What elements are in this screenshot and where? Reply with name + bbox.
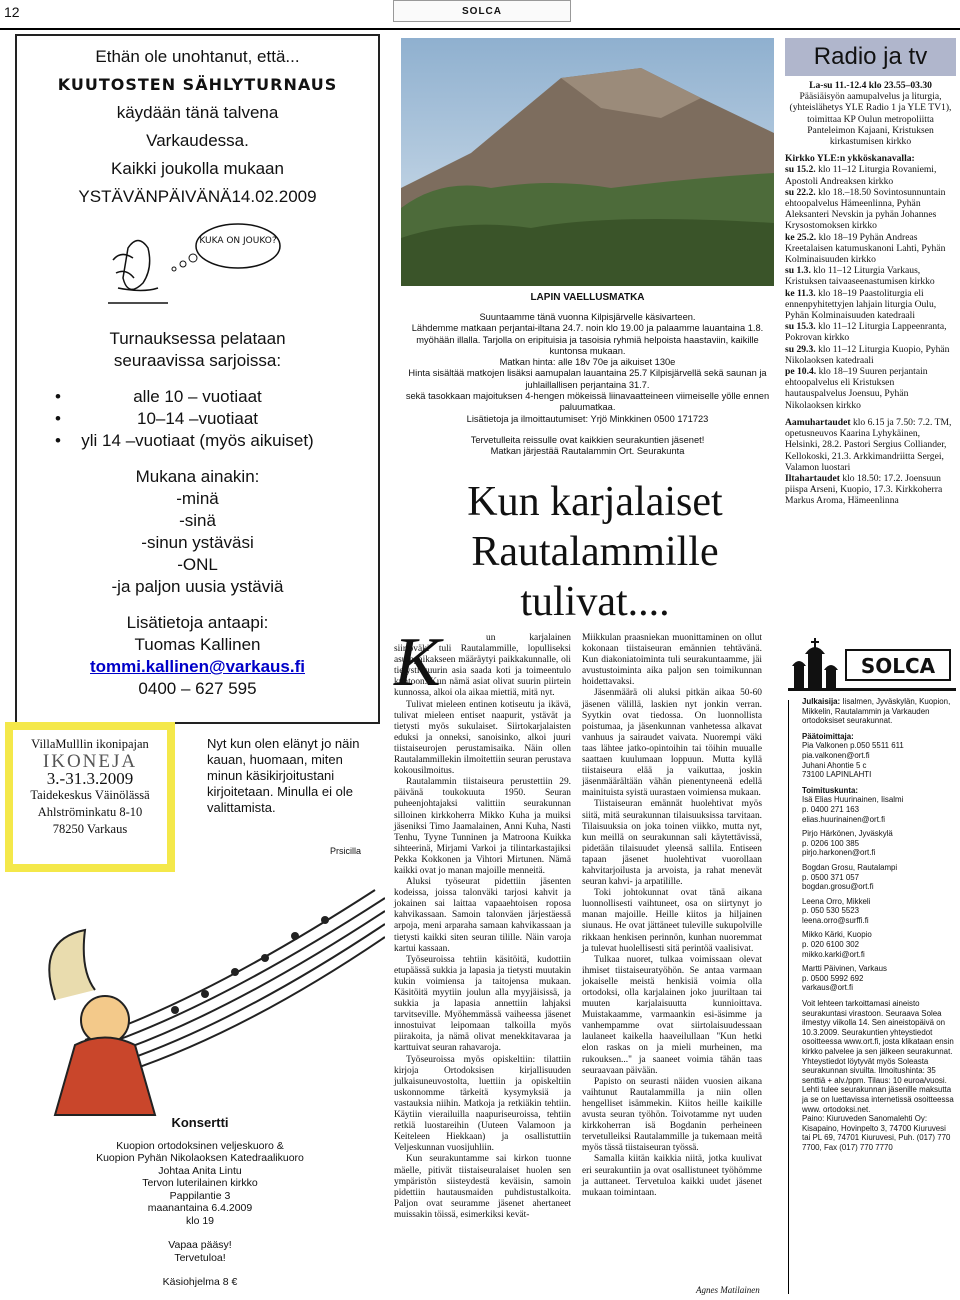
exhibition-venue: Taidekeskus Väinölässä — [30, 788, 150, 802]
series-item: • alle 10 – vuotiaat — [55, 387, 262, 406]
staff-line: pirjo.harkonen@ort.fi — [802, 848, 876, 858]
exhibition-title: IKONEJA — [42, 751, 138, 772]
quote-text: Nyt kun olen elänyt jo näin kauan, huomaan, miten minun käsikirjoitustani kirjoitetaan. Minulla ei ole valittamista. — [207, 736, 360, 815]
publication-info — [802, 697, 954, 1153]
trip-line: Suuntaamme tänä vuonna Kilpisjärvelle käsivarteen. — [479, 312, 696, 322]
concert-line: Tervon luterilainen kirkko — [142, 1177, 258, 1189]
event-invite: Kaikki joukolla mukaan — [111, 159, 284, 178]
broadcast-item: su 15.2. klo 11–12 Liturgia Rovaniemi, Apostoli Andreaksen kirkko — [785, 164, 937, 187]
concert-welcome: Tervetuloa! — [174, 1251, 226, 1264]
article-lead: un karjalainen siirtoväki tuli Rautalammille, lopulliseksi asuinpaikakseen määräytyi paikkakunnalle, oli tietysti suurin asia saada koti ja toimeentulo kuntoon. Kun nämä asiat olivat suurin piirtein kunnossa, alkoi ola aikaa miettiä, mitä nyt. — [394, 633, 571, 699]
exhibition-dates: 3.-31.3.2009 — [46, 769, 134, 788]
series-item: • 10–14 –vuotiaat — [55, 409, 258, 428]
trip-announcement — [401, 312, 774, 458]
participant-item: -sinä — [179, 511, 216, 530]
article-paragraph: Työseuroissa myös opiskeltiin: tilattiin kirjoja Ortodoksisen kirjallisuuden julkaisuneuvostolta, luettiin ja opiskeltiin uskonnomme tärkeitä kysymyksiä ja vastauksia niihin. Matkoja ja retkiäkin tehtiin. Käytiin vierailuilla naapuriseuroissa, tehtiin retkiä luostareihin (Uuteen Valamoon ja Keiteleen Hiekkaan) ja osallistuttiin Veljeskunnan vuosijuhliin. — [394, 1054, 571, 1154]
intro-text: Ethän ole unohtanut, että... — [95, 47, 300, 66]
masthead-logo: SOLCA — [393, 0, 571, 22]
tournament-announcement — [15, 40, 380, 700]
morning-devotions: Aamuhartaudet klo 6.15 ja 7.50: 7.2. TM, opetusneuvos Kaarina Lyhykäinen, Helsinki, 28.2. Pastori Sergius Colliander, Kellokoski, 21.3. Arkkimandriitta Sergei, Valamon luostari — [785, 416, 952, 473]
staff-line: p. 0400 271 163 — [802, 804, 860, 814]
concert-announcement — [60, 1117, 340, 1289]
broadcast-item: su 1.3. klo 11–12 Liturgia Varkaus, Kristuksen taivaaseenastumisen kirkko — [785, 265, 935, 288]
event-when: käydään tänä talvena — [116, 103, 279, 122]
series-intro-1: Turnauksessa pelataan — [109, 329, 286, 348]
concert-line: klo 19 — [185, 1214, 215, 1227]
staff-line: Pirjo Härkönen, Jyväskylä — [802, 829, 893, 839]
trip-line: Lisätietoja ja ilmoittautumiset: Yrjö Minkkinen 0500 171723 — [466, 413, 709, 424]
broadcast-item: ke 25.2. klo 18–19 Pyhän Andreas Kreetalaisen katumuskanoni Lahti, Pyhän Kolminaisuuden kirkko — [785, 231, 946, 266]
solca-church-logo — [788, 636, 956, 694]
editor-line: pia.valkonen@ort.fi — [802, 750, 870, 760]
tv-channel-heading: Kirkko YLE:n ykköskanavalla: — [785, 153, 915, 165]
participant-item: -ONL — [177, 555, 218, 574]
participant-item: -ja paljon uusia ystäviä — [111, 577, 284, 596]
submission-notice: Voit lehteen tarkoittamasi aineisto seurakuntasi virastoon. Seuraava Solea ilmestyy viikolla 14. Sen aineistopäivä on 10.3.2009. Seurakuntien yhteystiedot osoitteessa www.ort.fi, josta klikataan ensin kirkko palvelee ja sen jälkeen seurakunnat. — [802, 999, 954, 1056]
exhibition-street: Ahlströminkatu 8-10 — [37, 805, 143, 819]
svg-text:SOLCA: SOLCA — [860, 654, 936, 678]
concert-free-entry: Vapaa pääsy! — [168, 1239, 232, 1251]
info-label: Lisätietoja antaapi: — [126, 613, 269, 632]
concert-title: Konsertti — [171, 1115, 229, 1130]
series-item: • yli 14 –vuotiaat (myös aikuiset) — [55, 431, 314, 450]
article-paragraph: Tulivat mieleen entinen kotiseutu ja ikävä, tulivat mieleen entiset naapurit, ystävät ja tietysti myös sukulaiset. Siirtokarjalaisten eduksi ja onneksi, sanoisinko, alkoi juuri tiistaiseurojen perustamisaika. Näin ollen Rautalammillekin ilmoitettiin seuran perustava kokousilmoitus. — [394, 699, 571, 777]
quote-signature: Prsicilla — [330, 846, 362, 856]
article-paragraph: Kun seurakuntamme sai kirkon tuonne mäelle, pitivät tiistaiseuralaiset huolen sen ympäristön siisteydestä keväisin, samoin pidettiin hautausmaiden puhdistustalkoita. Paljon ovat seuramme jäsenet ahertaneet muissakin töissä, esimerkiksi kevät- — [394, 1154, 571, 1220]
radio-tv-listing — [785, 80, 956, 507]
page-number: 12 — [4, 4, 20, 20]
staff-label: Toimituskunta: — [802, 785, 858, 795]
concert-line: Johtaa Anita Lintu — [158, 1164, 242, 1177]
article-paragraph: Rautalammin tiistaiseura perustettiin 29. päivänä toukokuuta 1950. Seuran puheenjohtajaksi valittiin seurakunnan silloinen kirkkoherra Mikko Kuha ja muiksi jäseniksi Timo Jaamalainen, Anni Kuha, Nasti Tenhu, Tyyne Tunninen ja Matroona Kuikka sihteerinä, Mirjami Varkoi ja tilintarkastajiksi Pekka Kokkonen ja Vihtori Mirtunen. Nämä kaikki ovat jo manan majoille menneitä. — [394, 777, 571, 876]
concert-line: Kuopion Pyhän Nikolaoksen Katedraalikuoro — [96, 1152, 304, 1164]
header-rule — [0, 28, 960, 30]
article-paragraph: Miikkulan praasniekan muonittaminen on ollut kokonaan tiistaiseuran emännien tehtävänä. Kun diakoniatoiminta tuli seurakuntaamme, jäi avustustoiminta aika paljon sen toimikunnan hoidettavaksi. — [582, 633, 762, 688]
participants-intro: Mukana ainakin: — [135, 467, 260, 486]
editor-line: Juhani Ahontie 5 c — [802, 760, 867, 770]
exhibition-line1: VillaMulllin ikonipajan — [31, 737, 149, 751]
exhibition-postal: 78250 Varkaus — [52, 822, 128, 836]
editor-line: Pia Valkonen p.050 5511 611 — [802, 741, 904, 751]
article-headline: Kun karjalaiset Rautalammille tulivat.... — [467, 479, 723, 625]
easter-broadcast: La-su 11.-12.4 klo 23.55–03.30 Pääsiäisyön aamupalvelus ja liturgia, (yhteislähetys YLE Radio 1 ja YLE TV1), toimittaa KP Oulun metropoliitta Panteleimon Kajaani, Kristuksen kirkastumisen kirkko — [789, 80, 952, 148]
article-paragraph: Tulkaa nuoret, tulkaa voimissaan olevat ihmiset tiistaiseuratyöhön. Se antaa varmaan jokaiselle meistä henkisiä voimia olla ortodoksi, olla karjalainen joko juuriltaan tai muuten karjalaisuutta kunnioittava. Muistakaamme, varmaankin esi-äsimme ja vanhempamme ovat siirtolaisuudessaan laulaneet kaikella haaveilullaan "Kun hetki elon raskas on ja mieli murheinen, ma rukouksen..." ja saaneet voimia tähän taas seuraavaan päivään. — [582, 954, 762, 1076]
article-column-2 — [582, 633, 762, 1199]
staff-line: bogdan.grosu@ort.fi — [802, 882, 874, 892]
staff-line: varkaus@ort.fi — [802, 983, 853, 993]
broadcast-item: su 22.2. klo 18.–18.50 Sovintosunnuntain ehtoopalvelus Hämeenlinna, Pyhän Aleksanteri Nevskin ja pyhän Johannes Krysostomoksen kirkko — [785, 186, 946, 232]
printer-info: Paino: Kiuruveden Sanomalehti Oy: Kisapaino, Hovinpelto 3, 74700 Kiuruvesi tai PL 69, 74701 Kiuruvesi, Puh. (017) 770 7700, Fax (017) 770 7770 — [802, 1114, 951, 1152]
staff-line: Mikko Kärki, Kuopio — [802, 930, 872, 940]
participant-item: -sinun ystäväsi — [141, 533, 254, 552]
event-title: KUUTOSTEN SÄHLYTURNAUS — [57, 75, 338, 94]
concert-line: Kuopion ortodoksinen veljeskuoro & — [116, 1139, 284, 1152]
article-column-1 — [394, 633, 571, 1221]
broadcast-item: su 29.3. klo 11–12 Liturgia Kuopio, Pyhän Nikolaoksen katedraali — [785, 343, 950, 366]
broadcast-item: su 15.3. klo 11–12 Liturgia Lappeenranta, Pokrovan kirkko — [785, 321, 947, 344]
concert-line: maanantaina 6.4.2009 — [147, 1202, 253, 1214]
staff-line: Isä Elias Huurinainen, Iisalmi — [802, 795, 904, 805]
participant-item: -minä — [176, 489, 219, 508]
broadcast-item: ke 11.3. klo 18–19 Paastoliturgia eli ennenpyhitettyjen lahjain liturgia Oulu, Pyhän Kolminaisuuden katedraali — [785, 287, 937, 322]
article-paragraph: Tiistaiseuran emännät huolehtivat myös siitä, mitä seurakunnan tilaisuuksissa tarvitaan. Tilaisuuksia on joka toinen viikko, mutta nyt, kun meillä on seurakunnan sali käytettävissä, pidetään tilaisuudet yleensä sallila. Entiseen tapaan jäsenet huolehtivat vuorollaan kahvitarjoilusta ja arvoista, ja rahat menevät seuran kahvi- ja arpatilille. — [582, 799, 762, 888]
event-where: Varkaudessa. — [146, 131, 249, 150]
snoopy-cartoon-illustration — [88, 218, 288, 308]
contact-name: Tuomas Kallinen — [134, 635, 261, 654]
article-paragraph: Työseuroissa tehtiin käsitöitä, kudottiin etupäässä sukkia ja lapasia ja tietysti muutakin kukin voimiensa ja taitojensa mukaan. Käsitöitä myytiin joulun alla myyjäisissä, ja sukkia ja lapasia annettiin lahjaksi tarvitseville. Myöhemmässä vaiheessa jäsenet innostuivat leipomaan talkoilla myös piirakoita, ja nämä olivat menekkitavaraa ja karttuivat seuran rahavaroja. — [394, 954, 571, 1054]
radio-tv-heading: Radio ja tv — [785, 38, 956, 76]
article-paragraph: Jäsenmäärä oli aluksi pitkän aikaa 50-60 jäsenen välillä, laskien nyt jonkin verran. Syytkin ovat tiedossa. On luonnollista poistumaa, ja jäsenkunnan vanhetessa alkavat vanhuus ja sairaudet vaivata. Nuorempi väki taas lähtee jatko-opintoihin tai töihin muualle saattaen kuulumaan loppuun. Mutta kyllä tiistaiseura elää ja vaikuttaa, joskin jäsenmäärältään vähän pienentyneenä edellä mainituista syistä uurastaen voimiensa mukaan. — [582, 688, 762, 799]
staff-line: mikko.karki@ort.fi — [802, 949, 865, 959]
broadcast-item: pe 10.4. klo 18–19 Suuren perjantain ehtoopalvelus eli Kristuksen hautauspalvelus Joensuu, Pyhän Nikolaoksen kirkko — [785, 366, 928, 411]
trip-title: LAPIN VAELLUSMATKA — [530, 292, 645, 303]
article-paragraph: Samalla kiitän kaikkia niitä, jotka kuulivat eri seurakuntiin ja ovat osallistuneet työhömme ja auttaneet. Tervetuloa kaikki uudet jäsenet mukaan toimintaan. — [582, 1154, 762, 1198]
editor-line: 73100 LAPINLAHTI — [802, 770, 872, 780]
staff-list — [802, 795, 954, 993]
article-dropcap: K — [394, 624, 441, 701]
trip-line: sekä tasokkaan majoituksen 4-hengen mökeissä liinavaatteineen viimeiselle yölle ennen paluumatkaa. — [405, 391, 770, 413]
publisher-info: Julkaisija: Iisalmen, Jyväskylän, Kuopion, Mikkelin, Rautalammin ja Varkauden ortodoksiset seurakunnat. — [802, 697, 951, 726]
editor-label: Päätoimittaja: — [802, 731, 854, 741]
article-paragraph: Aluksi työseurat pidettiin jäsenten kodeissa, joissa talonväki tarjosi kahvit ja jokainen sai laittaa vapaaehtoisen roposa kahvikassaan. Samoin talonväen järjestäessä arpoja, meni arparaha samaan kahvikassaan ja tietysti kaikki siten seuran tilille. Näin varoja kartui kassaan. — [394, 877, 571, 954]
trip-line: Matkan järjestää Rautalammin Ort. Seurakunta — [490, 446, 685, 457]
staff-line: Leena Orro, Mikkeli — [802, 896, 871, 906]
angel-music-illustration — [45, 870, 385, 1125]
icon-exhibition-box — [5, 722, 175, 872]
article-paragraph: Papisto on seurasti näiden vuosien aikana vaihtunut Rautalammilla ja niin ollen hengelliset isämmekin. Kiitos heille kaikille avusta seuran työhön. Toivotamme nyt uuden kirkkoherran isä Bogdanin perheineen tervetulleiksi Rautalammille ja tukemaan meitä myös tässä tiistaiseuran työssä. — [582, 1076, 762, 1154]
contact-email-link[interactable]: tommi.kallinen@varkaus.fi — [90, 657, 305, 676]
staff-line: p. 020 6100 302 — [802, 940, 860, 950]
staff-line: p. 0500 371 057 — [802, 872, 860, 882]
staff-line: leena.orro@surffi.fi — [802, 915, 869, 925]
column-divider — [788, 700, 789, 1294]
concert-line: Pappilantie 3 — [169, 1189, 231, 1202]
cartoon-speech-text: KUKA ON JOUKO? — [198, 236, 277, 246]
staff-line: p. 0500 5992 692 — [802, 973, 864, 983]
staff-line: elias.huurinainen@ort.fi — [802, 814, 886, 824]
staff-line: p. 050 530 5523 — [802, 906, 860, 916]
staff-line: p. 0206 100 385 — [802, 838, 860, 848]
contact-phone: 0400 – 627 595 — [138, 679, 257, 698]
fell-landscape-photo — [401, 38, 774, 286]
subscription-info: Yhteystiedot löytyvät myös Soleasta seurakunnan sivuilta. Ilmoitushinta: 35 senttiä + alv./ppm. Tilaus: 10 euroa/vuosi. Lehti tulee seurakunnan jäsenille maksutta ja se on luettavissa internetissä osoitteessa www. ortodoksi.net. — [802, 1056, 954, 1114]
series-intro-2: seuraavissa sarjoissa: — [113, 351, 282, 370]
photo-credit: Agnes Matilainen — [696, 1285, 760, 1295]
trip-line: Hinta sisältää matkojen lisäksi aamupalan lauantaina 25.7 Kilpisjärvellä sekä saunan ja juhlaillallisen perjantaina 31.7. — [408, 368, 767, 390]
event-date: YSTÄVÄNPÄIVÄNÄ14.02.2009 — [78, 187, 317, 206]
staff-line: Martti Päivinen, Varkaus — [802, 964, 887, 974]
staff-line: Bogdan Grosu, Rautalampi — [802, 862, 898, 872]
trip-line: Matkan hinta: alle 18v 70e ja aikuiset 130e — [499, 357, 676, 368]
article-paragraph: Toki johtokunnat ovat tänä aikana luonnollisesti vaihtuneet, osa on siirtynyt jo manan majoille. Heille kiitos ja hiljainen siunaus. He ovat jättäneet tuleville sukupolville rikkaan henkisen perinnön, kunhan nuoremmat ja tulevat huolellisesti sitä perintöä vaalisivat. — [582, 888, 762, 954]
evening-devotions: Iltahartaudet klo 18.50: 17.2. Joensuun piispa Arseni, Kuopio, 17.3. Kirkkoherra Markus Aroma, Hämeenlinna — [785, 472, 943, 507]
concert-program-price: Käsiohjelma 8 € — [162, 1276, 238, 1288]
trip-line: Lähdemme matkaan perjantai-iltana 24.7. noin klo 19.00 ja palaamme lauantaina 1.8. myöhään illalla. Tarjolla on eripituisia ja tasoisia ryhmiä helpoista haastaviin, kaikille kuntonsa mukaan. — [411, 323, 764, 356]
trip-line: Tervetulleita reissulle ovat kaikkien seurakuntien jäsenet! — [470, 434, 705, 445]
